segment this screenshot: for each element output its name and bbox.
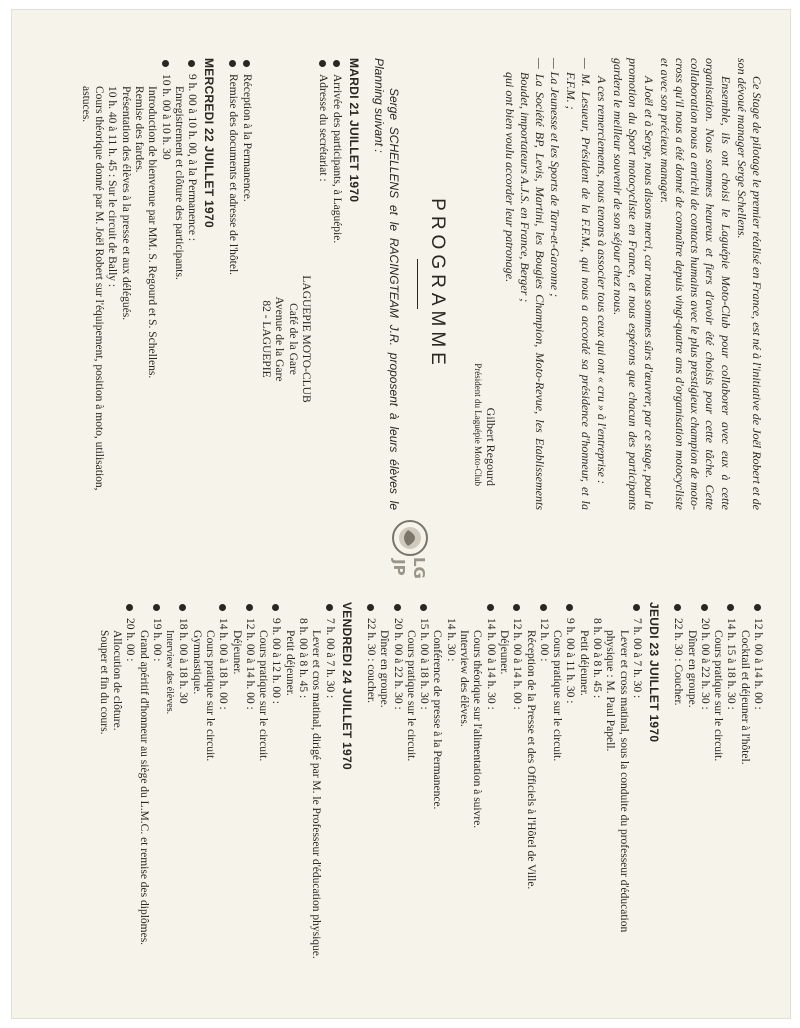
signature [472,58,498,510]
schedule-jeudi [364,602,643,974]
schedule-time: 20 h. 00 : [124,618,137,662]
schedule-item [172,58,199,510]
day-heading-mardi: MARDI 21 JUILLET 1970 [346,58,361,203]
programme-intro: Serge SCHELLENS et le RACINGTEAM J.R. proposent à leurs élèves le Planning suivant : [371,58,401,510]
left-column [79,58,765,510]
schedule-time: 12 h. 00 : [537,618,550,662]
schedule-detail: Cours pratique sur le circuit. [204,630,217,762]
schedule-time: 10 h. 00 à 10 h. 30 [159,74,172,160]
schedule-item [79,58,172,510]
address-line: Café de la Gare [286,303,299,375]
schedule-item: Remise des documents et adresse de l'hôtel. [226,58,239,510]
programme-title: PROGRAMME [426,198,448,370]
schedule-item [309,602,336,974]
schedule-time: 14 h. 30 : [444,618,457,662]
introduction [472,58,764,510]
schedule-item [189,602,229,974]
right-column [96,602,764,974]
schedule-time: 8 h. 00 à 8 h. 45 : [297,618,310,699]
schedule-time: 12 h. 00 à 14 h. 00 : [243,618,256,710]
schedule-item [603,602,643,974]
schedule-item [684,602,711,974]
day-heading-jeudi: JEUDI 23 JUILLET 1970 [646,602,661,743]
logo-text-2: JP [390,559,408,576]
schedule-item [136,602,163,974]
schedule-detail: Cours pratique sur le circuit. [712,630,725,762]
schedule-item [96,602,136,974]
schedule-time: 14 h. 00 à 14 h. 30 : [484,618,497,710]
schedule-time: 9 h. 00 à 11 h. 30 : [564,618,577,704]
schedule-detail: Enregistrement et clôture des participants. [172,86,185,280]
schedule-item [229,602,256,974]
intro-paragraph: Ensemble, ils ont choisi le Laguépie Moto-Club pour collaborer avec eux à cette organisation. Nous sommes heureux et fiers d'avoir été choisis pour cette tâche. Cette collaboration nous a enrichi de contacts humains avec le plus prestigieux champion de moto-cross qu'il nous a été donné de connaître depuis vingt-quatre ans d'organisation motocycliste et avec son précieux manager. [657,58,733,510]
schedule-detail: Déjeuner. [497,630,510,675]
schedule-detail: Gymnastique. [190,630,203,695]
address-line: LAGUEPIE MOTO-CLUB [299,275,312,403]
schedule-time: 18 h. 00 à 18 h. 30 [177,618,190,704]
schedule-item [711,602,738,974]
address-line: Avenue de la Gare [273,296,286,382]
schedule-item [256,602,283,974]
schedule-detail: Réception de la Presse et des Officiels à l'Hôtel de Ville. [524,630,537,890]
schedule-detail: Lever et cros matinal, dirigé par M. le Professeur d'éducation physique. [310,630,323,959]
schedule-item [283,602,310,974]
secretariat-address [259,168,312,510]
schedule-detail: Petit déjeuner. [577,630,590,696]
rotated-content [12,10,790,1018]
schedule-detail: Cours théorique sur l'alimentation à suivre. [471,630,484,829]
schedule-item [377,602,404,974]
schedule-mercredi-cont [671,602,764,974]
schedule-detail: Cours pratique sur le circuit. [257,630,270,762]
schedule-detail: Cours pratique sur le circuit. [404,630,417,762]
address-line: 82 - LAGUEPIE [260,300,273,378]
club-logo [378,514,442,594]
schedule-detail: Souper et fin du cours. [97,630,110,735]
schedule-detail: Cocktail et déjeuner à l'hôtel. [738,630,751,765]
signature-name: Gilbert Regourd [483,407,498,486]
schedule-detail: Présentation des élèves à la presse et aux délégués. [119,86,132,321]
schedule-item [576,602,603,974]
schedule-detail: Remise des fardes. [132,86,145,173]
signature-role: Président du Laguépie Moto-Club [472,363,483,486]
intro-paragraph: A Joël et à Serge, nous disons merci, car nous sommes sûrs d'œuvrer, par ce stage, pour la promotion du Sport motocycliste en France, et nous espérons que chacun des participants gardera le meilleur souvenir de son séjour chez nous. [611,58,656,510]
schedule-time: 9 h. 00 à 10 h. 00, à la Permanence : [186,74,199,242]
schedule-detail: Dîner en groupe. [378,630,391,708]
schedule-mercredi [79,58,199,510]
day-heading-vendredi: VENDREDI 24 JUILLET 1970 [339,602,354,770]
schedule-mardi [316,58,343,510]
schedule-item [497,602,524,974]
schedule-time: 12 h. 00 à 14 h. 00 : [511,618,524,710]
thanks-list [502,58,593,510]
schedule-detail: Petit déjeuner. [283,630,296,696]
schedule-time: 19 h. 00 : [150,618,163,662]
schedule-item [430,602,457,974]
day-heading-mercredi: MERCREDI 22 JUILLET 1970 [202,58,217,228]
schedule-item [457,602,497,974]
schedule-item: 22 h. 30 : coucher. [364,602,377,974]
schedule-detail: Cours théorique donné par M. Joël Robert sur l'équipement, position à moto, utilisation, astuces. [79,86,106,491]
schedule-time: 20 h. 00 à 22 h. 30 : [391,618,404,710]
schedule-time: 15 h. 00 à 18 h. 30 : [418,618,431,710]
schedule-item [163,602,190,974]
schedule-time: 14 h. 00 à 18 h. 00 : [217,618,230,710]
schedule-item: Réception à la Permanence. [239,58,252,510]
schedule-detail: Introduction de bienvenue par MM. S. Regourd et S. Schellens. [146,86,159,379]
schedule-detail: Interview des élèves. [458,630,471,727]
schedule-detail: Lever et cross matinal, sous la conduite du professeur d'éducation physique : M. Paul Papell. [604,630,630,933]
schedule-detail: Conférence de presse à la Permanence. [431,630,444,810]
document-page [12,10,790,1018]
schedule-detail: 10 h. 40 à 11 h. 45 : Sur le circuit de Bally : [106,86,119,288]
schedule-time: 20 h. 00 à 22 h. 30 : [698,618,711,710]
schedule-item: 22 h. 30 : Coucher. [671,602,684,974]
schedule-time: 12 h. 00 à 14 h. 00 : [752,618,764,710]
schedule-time: 8 h. 00 à 8 h. 45 : [591,618,604,699]
schedule-item [737,602,764,974]
schedule-item: Adresse du secrétariat : [316,58,329,510]
schedule-detail: Grand apéritif d'honneur au siège du L.M.C. et remise des diplômes. [137,630,150,946]
schedule-time: 14 h. 15 à 18 h. 30 : [725,618,738,710]
intro-paragraph: A ces remerciements, nous tenons à associer tous ceux qui ont « cru » à l'entreprise : [594,76,609,484]
intro-paragraph: Ce Stage de pilotage le premier réalisé en France, est né à l'initiative de Joël Robert et de son dévoué manager Serge Schellens. [734,58,764,510]
schedule-detail: Allocution de clôture. [110,630,123,731]
schedule-item [523,602,550,974]
schedule-detail: Interview des élèves. [164,630,176,715]
schedule-mardi-cont [226,58,253,510]
schedule-item: Arrivée des participants, à Laguépie. [329,58,342,510]
schedule-detail: Déjeuner. [230,630,243,675]
schedule-time: 7 h. 00 à 7 h. 30 : [323,618,336,699]
logo-text-1: LG [410,557,428,579]
title-divider [417,259,418,309]
schedule-detail: Dîner en groupe. [685,630,698,708]
schedule-item [404,602,431,974]
schedule-vendredi [96,602,335,974]
thanks-item: qui ont bien voulu accorder leur patronage. [502,72,517,283]
schedule-detail: Cours pratique sur le circuit. [551,630,564,762]
schedule-item [550,602,577,974]
thanks-item: — M. Lesueur, Président de la F.F.M., qui nous a accordé sa présidence d'honneur, et la F.F.M. ; [563,58,593,510]
schedule-time: 7 h. 00 à 7 h. 30 : [630,618,643,699]
schedule-time: 9 h. 00 à 12 h. 00 : [270,618,283,704]
thanks-item: — La Société BP, Levis, Martini, les Bougies Champion, Moto-Revue, les Etablissements Boudet, importateurs A.J.S. en France, Berger ; [517,58,548,510]
thanks-item: — La Jeunesse et les Sports de Tarn-et-Garonne ; [548,58,563,298]
